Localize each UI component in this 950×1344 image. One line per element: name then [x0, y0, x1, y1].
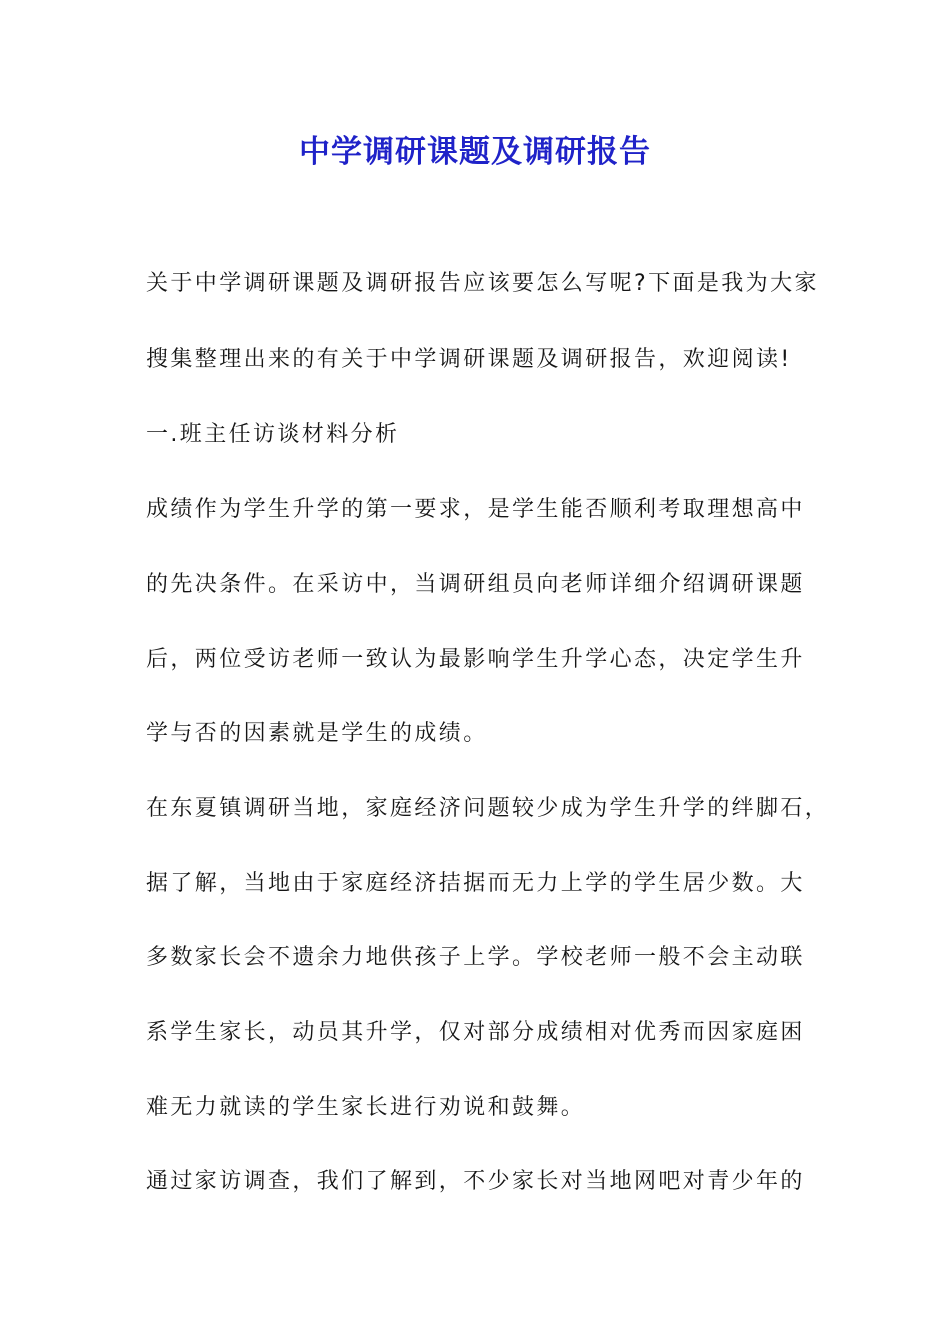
paragraph-line-10: 系学生家长，动员其升学，仅对部分成绩相对优秀而因家庭困 [146, 1020, 805, 1045]
paragraph-line-12: 通过家访调查，我们了解到，不少家长对当地网吧对青少年的 [146, 1169, 805, 1194]
page-title: 中学调研课题及调研报告 [299, 134, 651, 170]
paragraph-line-6: 学与否的因素就是学生的成绩。 [146, 721, 488, 746]
paragraph-line-1: 关于中学调研课题及调研报告应该要怎么写呢?下面是我为大家 [146, 271, 819, 296]
paragraph-line-7: 在东夏镇调研当地，家庭经济问题较少成为学生升学的绊脚石， [146, 796, 830, 821]
paragraph-line-9: 多数家长会不遗余力地供孩子上学。学校老师一般不会主动联 [146, 945, 805, 970]
paragraph-line-11: 难无力就读的学生家长进行劝说和鼓舞。 [146, 1095, 586, 1120]
paragraph-line-5: 后，两位受访老师一致认为最影响学生升学心态，决定学生升 [146, 647, 805, 672]
paragraph-line-8: 据了解，当地由于家庭经济拮据而无力上学的学生居少数。大 [146, 871, 805, 896]
paragraph-line-4: 的先决条件。在采访中，当调研组员向老师详细介绍调研课题 [146, 572, 805, 597]
paragraph-line-2: 搜集整理出来的有关于中学调研课题及调研报告，欢迎阅读! [146, 347, 792, 372]
paragraph-line-3: 成绩作为学生升学的第一要求，是学生能否顺利考取理想高中 [146, 497, 805, 522]
section-heading-1: 一.班主任访谈材料分析 [146, 422, 400, 447]
